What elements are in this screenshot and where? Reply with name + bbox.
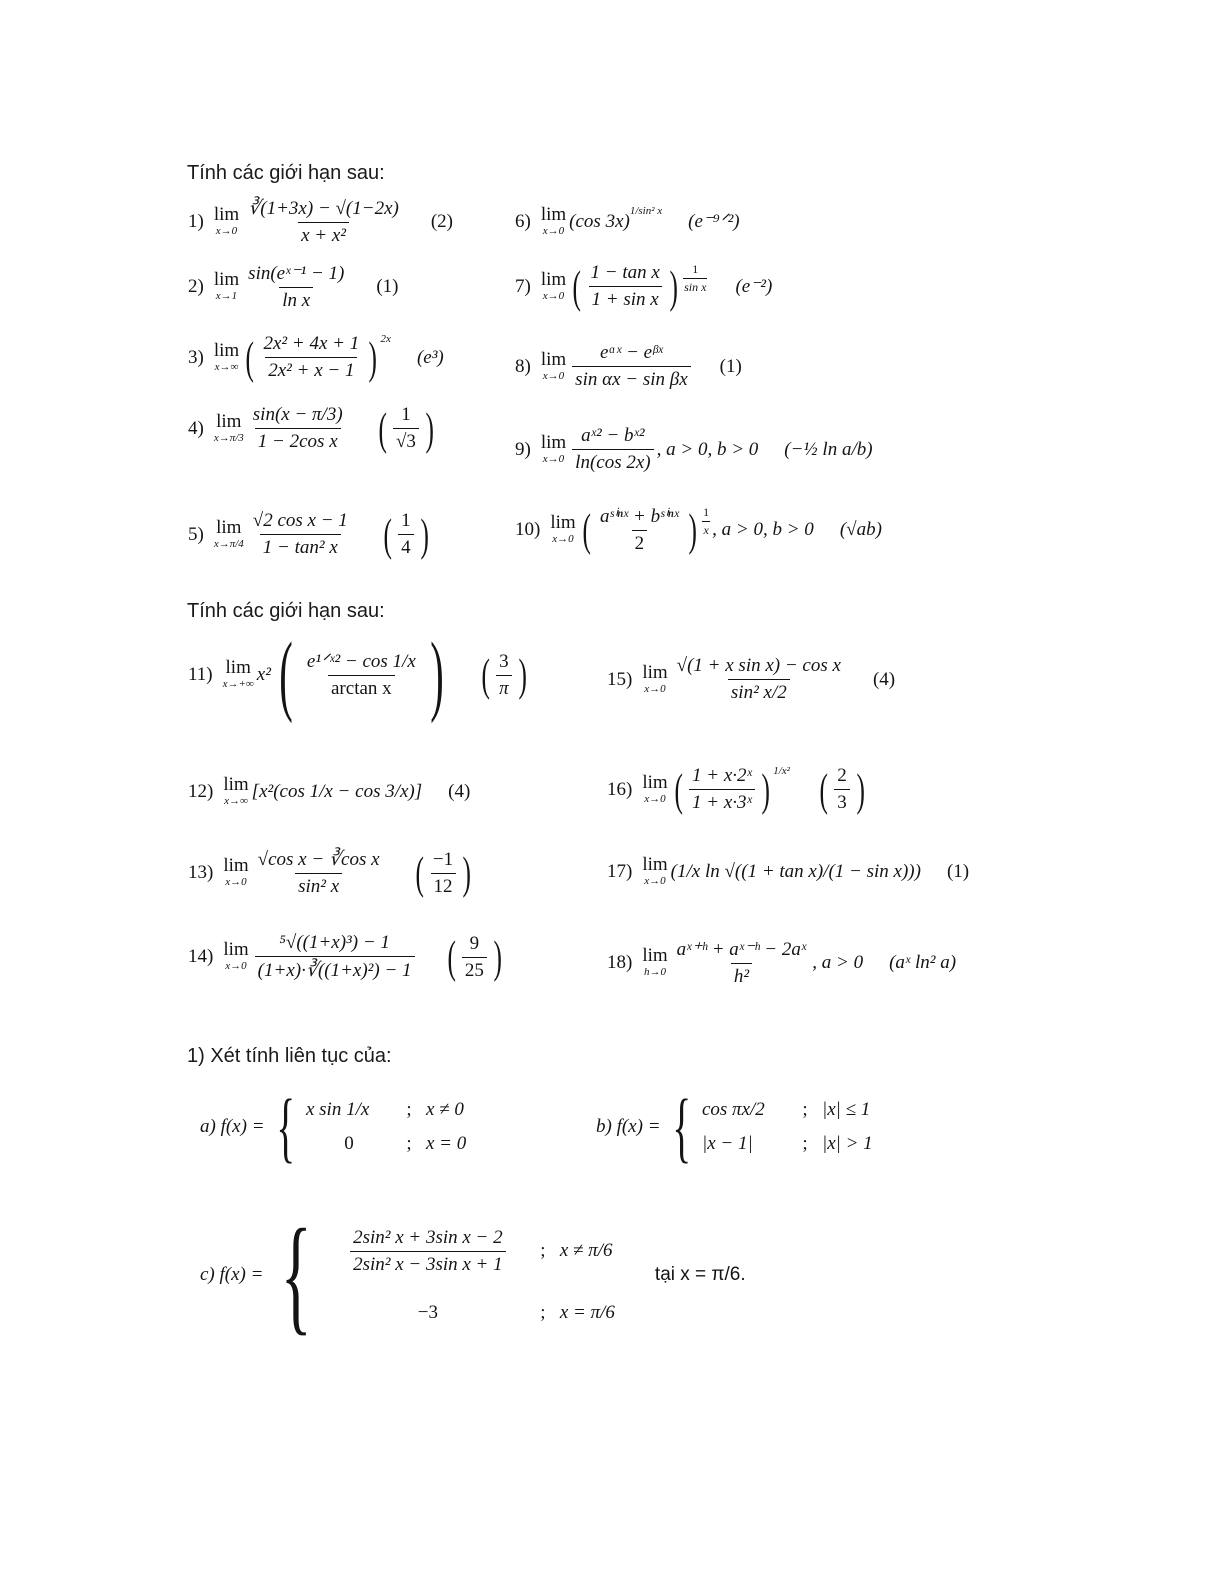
problem-number: 14) bbox=[188, 946, 214, 967]
function-label: c) f(x) = bbox=[200, 1264, 264, 1285]
fraction: $\frac{\text{⁵√((1+x)³) − 1}}{\text{(1+x)·∛((1+x)²) − 1}}$ bbox=[255, 932, 415, 982]
problem-number: 13) bbox=[188, 862, 214, 883]
evaluation-point: tại x = π/6. bbox=[654, 1264, 746, 1285]
exponent: 1/x² bbox=[773, 765, 790, 777]
limit-operator: lim x→0 bbox=[642, 854, 668, 887]
answer: (1) bbox=[946, 860, 970, 882]
limit-operator: lim x→0 bbox=[550, 512, 576, 546]
problem-10: 10) lim x→0 ( $\frac{\text{aˢⁱⁿˣ + bˢⁱⁿˣ}}{2}$ ) 1 x , a > 0, b > 0 (√ab) bbox=[515, 504, 882, 555]
problem-number: 3) bbox=[188, 346, 204, 368]
limit-operator: lim x→0 bbox=[540, 204, 567, 237]
answer: (e⁻²) bbox=[735, 276, 773, 297]
limit-operator: lim x→0 bbox=[540, 431, 567, 465]
condition: , a > 0, b > 0 bbox=[656, 438, 759, 460]
problem-16: 16) lim x→0 ( $\frac{\text{1 + x·2ˣ}}{\text{1 + x·3ˣ}}$ ) $^{1/x^2}$ ( $\frac{2}{3}$ ) bbox=[607, 765, 868, 814]
fraction: $\frac{\text{aˢⁱⁿˣ + bˢⁱⁿˣ}}{2}$ bbox=[600, 506, 679, 554]
section-title-1: Tính các giới hạn sau: bbox=[187, 162, 385, 184]
condition: , a > 0 bbox=[812, 952, 864, 973]
problem-number: 12) bbox=[188, 780, 214, 802]
fraction: $\frac{\text{1 − tan x}}{\text{1 + sin x}}$ bbox=[590, 262, 660, 310]
answer: (e³) bbox=[416, 346, 444, 368]
problem-9 bbox=[515, 425, 873, 474]
function-label: a) f(x) = bbox=[200, 1116, 265, 1137]
problem-8 bbox=[515, 342, 742, 391]
problem-number: 16) bbox=[607, 778, 633, 800]
condition: , a > 0, b > 0 bbox=[712, 519, 814, 540]
limit-operator: lim x→π/4 bbox=[213, 516, 244, 550]
problem-15 bbox=[607, 655, 895, 704]
problem-14 bbox=[188, 932, 505, 982]
fraction: $\frac{\text{aˣ⁺ʰ + aˣ⁻ʰ − 2aˣ}}{\text{h²}}$ bbox=[676, 939, 807, 987]
exponent: 1 sin x bbox=[684, 262, 707, 294]
answer: (1) bbox=[719, 355, 742, 377]
answer: (4) bbox=[448, 780, 471, 802]
limit-operator: lim x→0 bbox=[223, 939, 249, 973]
limit-operator: lim x→+∞ bbox=[222, 657, 254, 691]
limit-operator: lim x→0 bbox=[642, 771, 668, 805]
problem-2 bbox=[188, 262, 399, 312]
expression: [x²(cos 1/x − cos 3/x)] bbox=[251, 780, 423, 802]
exponent: 1 x bbox=[703, 505, 710, 537]
limit-operator: lim x→0 bbox=[213, 204, 240, 238]
fraction: $\frac{\sin(x - \pi/3)}{\text{1 − 2cos x}}$ bbox=[252, 404, 343, 452]
piecewise-cases: x sin 1/x ; x ≠ 0 0 ; x = 0 bbox=[305, 1099, 467, 1154]
limit-operator: lim x→∞ bbox=[213, 339, 240, 373]
problem-number: 1) bbox=[188, 211, 204, 232]
fraction: $\frac{\text{√2 cos x − 1}}{\text{1 − tan² x}}$ bbox=[252, 510, 348, 558]
fraction: $\frac{∛(1+3x) - √(1-2x)}{\text{x + x²}}$ bbox=[248, 198, 399, 246]
exponent: 1/sin² x bbox=[629, 205, 663, 217]
answer: (√ab) bbox=[839, 519, 882, 540]
problem-4 bbox=[188, 404, 437, 453]
problem-number: 6) bbox=[515, 210, 531, 232]
limit-operator: lim x→0 bbox=[642, 661, 668, 695]
problem-3: 3) lim x→∞ ( $\frac{\text{2x² + 4x + 1}}{\text{2x² + x − 1}}$ ) $^{2x}$ (e³) bbox=[188, 331, 444, 383]
answer: ( $\frac{3}{\pi}$ ) bbox=[481, 649, 527, 700]
answer: ( $\frac{9}{25}$ ) bbox=[446, 931, 502, 982]
answer: (aˣ ln² a) bbox=[889, 952, 957, 973]
problem-number: 4) bbox=[188, 417, 204, 439]
limit-operator: lim x→1 bbox=[213, 269, 240, 303]
fraction: $\frac{\text{eᵅˣ − eᵝˣ}}{\text{sin αx − sin βx}}$ bbox=[572, 342, 690, 391]
problem-number: 10) bbox=[515, 519, 541, 540]
expression: (1/x ln √((1 + tan x)/(1 − sin x))) bbox=[670, 860, 921, 882]
limit-operator: lim x→∞ bbox=[223, 774, 249, 807]
problem-number: 8) bbox=[515, 355, 531, 377]
answer: ( $\frac{1}{√3}$ ) bbox=[378, 402, 434, 454]
function-b: b) f(x) = { cos πx/2 ; |x| ≤ 1 |x − 1| ; |x| > 1 bbox=[596, 1083, 873, 1170]
problem-5 bbox=[188, 510, 432, 559]
fraction: $\frac{\text{aˣ² − bˣ²}}{\ln(\cos 2x)}$ bbox=[572, 425, 653, 474]
problem-12 bbox=[188, 775, 470, 808]
piecewise-cases: $\frac{\text{2sin² x + 3sin x − 2}}{\text{2sin² x − 3sin x + 1}}$ ; x ≠ π/6 −3 ; x = π/6 bbox=[330, 1227, 615, 1324]
problem-number: 5) bbox=[188, 523, 204, 545]
limit-operator: lim x→π/3 bbox=[213, 410, 244, 444]
answer: ( $\frac{-1}{12}$ ) bbox=[415, 847, 471, 898]
function-c: c) f(x) = { $\frac{\text{2sin² x + 3sin x − 2}}{\text{2sin² x − 3sin x + 1}}$ ; x ≠ π/6 −3 ; x = π/6 tại x = π/6. bbox=[200, 1203, 746, 1347]
problem-number: 9) bbox=[515, 438, 531, 460]
fraction: $\frac{\text{sin(eˣ⁻¹ − 1)}}{\text{ln x}}$ bbox=[248, 263, 345, 311]
section-title-2: Tính các giới hạn sau: bbox=[187, 600, 385, 622]
limit-operator: lim h→0 bbox=[642, 945, 668, 979]
problem-17 bbox=[607, 855, 969, 888]
fraction: $\frac{\text{√cos x − ∛cos x}}{\text{sin² x}}$ bbox=[257, 849, 380, 897]
problem-13 bbox=[188, 848, 474, 898]
answer: (e⁻⁹ᐟ²) bbox=[688, 211, 740, 233]
piecewise-cases: cos πx/2 ; |x| ≤ 1 |x − 1| ; |x| > 1 bbox=[701, 1099, 873, 1154]
problem-number: 2) bbox=[188, 276, 204, 297]
function-a: a) f(x) = { x sin 1/x ; x ≠ 0 0 ; x = 0 bbox=[200, 1083, 467, 1170]
function-label: b) f(x) = bbox=[596, 1116, 661, 1137]
problem-number: 15) bbox=[607, 668, 633, 690]
fraction: $\frac{\text{√(1 + x sin x) − cos x}}{\text{sin² x/2}}$ bbox=[676, 655, 841, 703]
exponent: 2x bbox=[380, 333, 391, 345]
problem-number: 7) bbox=[515, 275, 531, 297]
problem-number: 17) bbox=[607, 860, 633, 882]
answer: (−½ ln a/b) bbox=[784, 438, 873, 460]
expression: (cos 3x) bbox=[569, 210, 630, 232]
fraction: $\frac{\text{e¹ᐟˣ² − cos 1/x}}{\text{arctan x}}$ bbox=[306, 651, 416, 699]
problem-18 bbox=[607, 938, 956, 988]
prefactor: x² bbox=[256, 664, 271, 685]
problem-1 bbox=[188, 197, 453, 247]
answer: (2) bbox=[430, 211, 454, 232]
fraction: $\frac{\text{1 + x·2ˣ}}{\text{1 + x·3ˣ}}$ bbox=[689, 765, 755, 814]
limit-operator: lim x→0 bbox=[223, 855, 249, 889]
problem-6 bbox=[515, 205, 740, 238]
problem-7: 7) lim x→0 ( $\frac{\text{1 − tan x}}{\text{1 + sin x}}$ ) 1 sin x (e⁻²) bbox=[515, 260, 773, 312]
limit-operator: lim x→0 bbox=[540, 268, 567, 302]
fraction: $\frac{\text{2x² + 4x + 1}}{\text{2x² + x − 1}}$ bbox=[263, 333, 360, 381]
answer: ( $\frac{2}{3}$ ) bbox=[819, 763, 865, 815]
answer: (1) bbox=[376, 276, 399, 297]
problem-11: 11) lim x→+∞ x² ( $\frac{\text{e¹ᐟˣ² − cos 1/x}}{\text{arctan x}}$ ) ( $\frac{3}{\pi}$ ) bbox=[188, 630, 530, 720]
limit-operator: lim x→0 bbox=[540, 348, 567, 382]
answer: ( $\frac{1}{4}$ ) bbox=[383, 508, 429, 560]
answer: (4) bbox=[872, 668, 896, 690]
problem-number: 11) bbox=[188, 664, 213, 685]
problem-number: 18) bbox=[607, 952, 633, 973]
section-title-3: 1) Xét tính liên tục của: bbox=[187, 1045, 392, 1067]
